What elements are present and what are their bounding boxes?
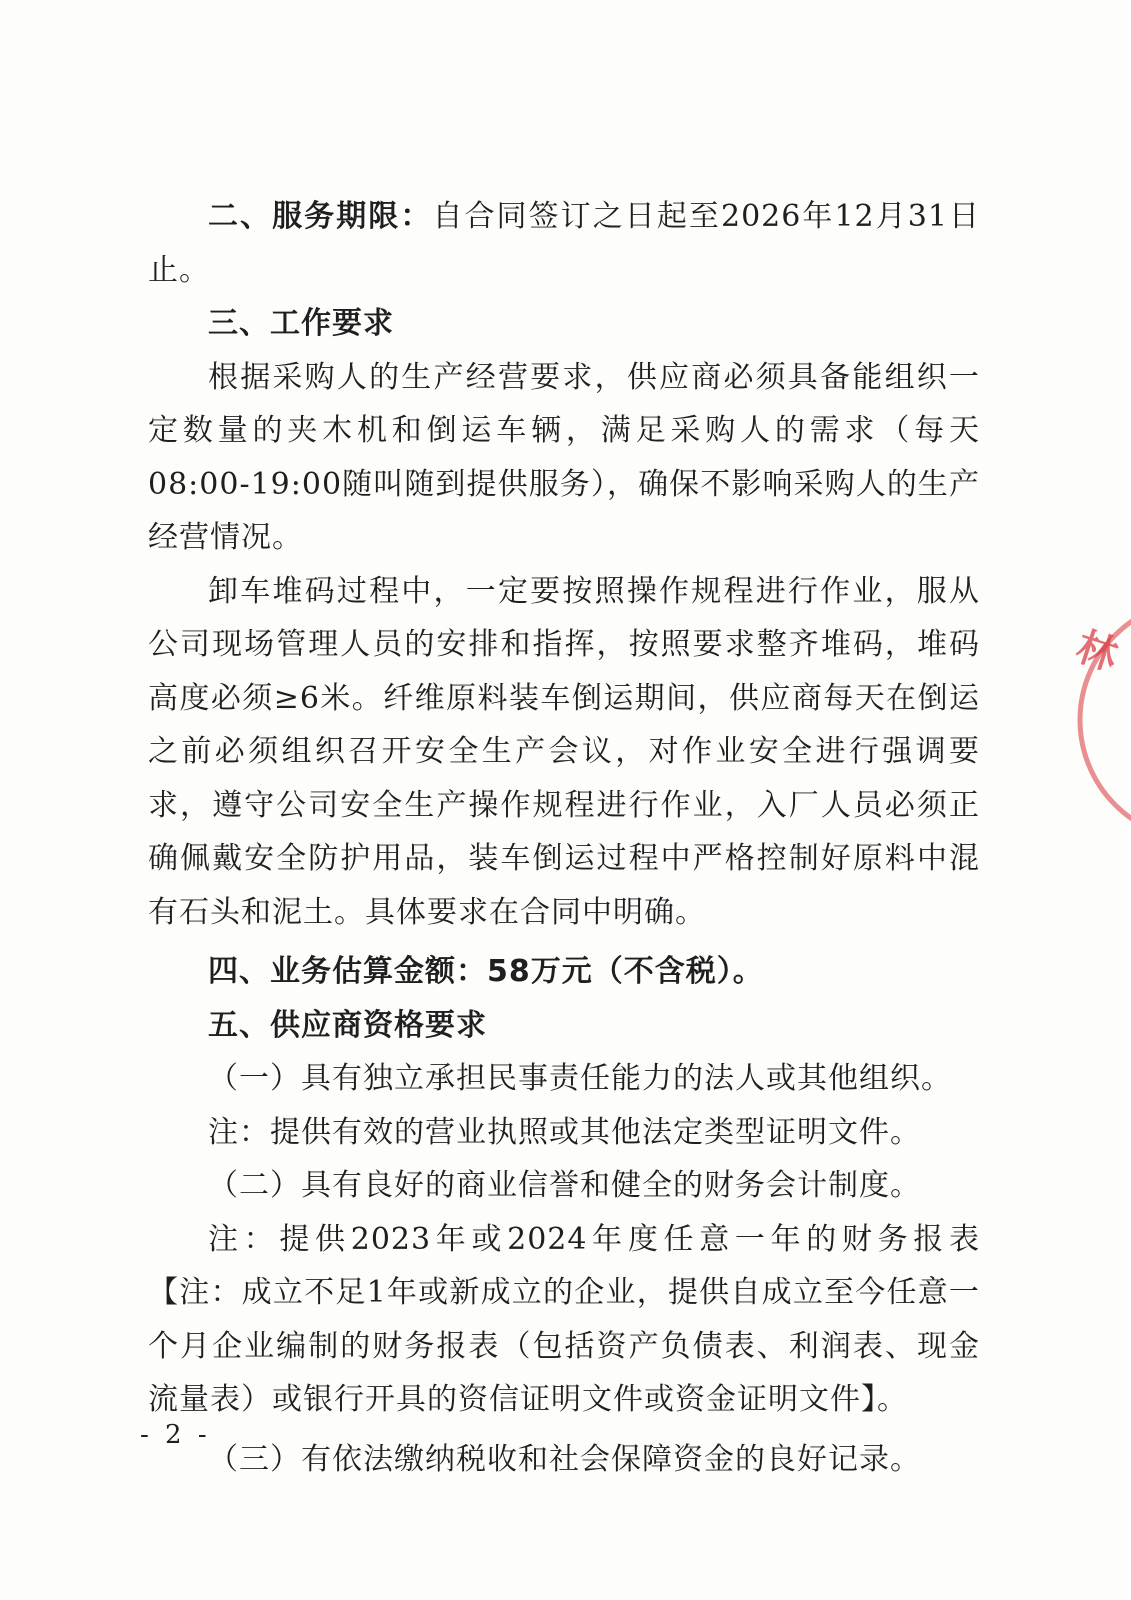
document-body: [148, 190, 980, 1486]
service-period-text: 自合同签订之日起至2026年12月31日止。: [148, 199, 980, 288]
heading-service-period: 二、服务期限：: [208, 199, 433, 234]
paragraph-note-2: 注：提供2023年或2024年度任意一年的财务报表【注：成立不足1年或新成立的企业，提供自成立至今任意一个月企业编制的财务报表（包括资产负债表、利润表、现金流量表）或银行开具的资信证明文件或资金证明文件】。: [148, 1221, 980, 1417]
page-number: - 2 -: [140, 1420, 211, 1450]
heading-estimated-amount: 四、业务估算金额：58万元（不含税）。: [208, 954, 764, 989]
paragraph-note-1: 注：提供有效的营业执照或其他法定类型证明文件。: [208, 1114, 921, 1150]
paragraph-qualification-1: （一）具有独立承担民事责任能力的法人或其他组织。: [208, 1061, 952, 1096]
paragraph-qualifications: [148, 999, 980, 1053]
official-seal: [1060, 590, 1131, 850]
seal-text: 林: [1070, 623, 1124, 680]
paragraph-service-period: [148, 190, 980, 297]
heading-qualifications: 五、供应商资格要求: [208, 1007, 487, 1043]
paragraph-requirement-1: 根据采购人的生产经营要求，供应商必须具备能组织一定数量的夹木机和倒运车辆，满足采购人的需求（每天08:00-19:00随叫随到提供服务），确保不影响采购人的生产经营情况。: [148, 359, 980, 555]
paragraph-qualification-2: （二）具有良好的商业信誉和健全的财务会计制度。: [208, 1168, 921, 1203]
paragraph-work-requirements: [148, 297, 980, 351]
paragraph-requirement-2: 卸车堆码过程中，一定要按照操作规程进行作业，服从公司现场管理人员的安排和指挥，按照要求整齐堆码，堆码高度必须≥6米。纤维原料装车倒运期间，供应商每天在倒运之前必须组织召开安全生产会议，对作业安全进行强调要求，遵守公司安全生产操作规程进行作业，入厂人员必须正确佩戴安全防护用品，装车倒运过程中严格控制好原料中混有石头和泥土。具体要求在合同中明确。: [148, 573, 980, 930]
paragraph-estimated-amount: [148, 945, 980, 999]
paragraph-qualification-3: （三）有依法缴纳税收和社会保障资金的良好记录。: [208, 1441, 921, 1477]
heading-work-requirements: 三、工作要求: [208, 306, 394, 341]
